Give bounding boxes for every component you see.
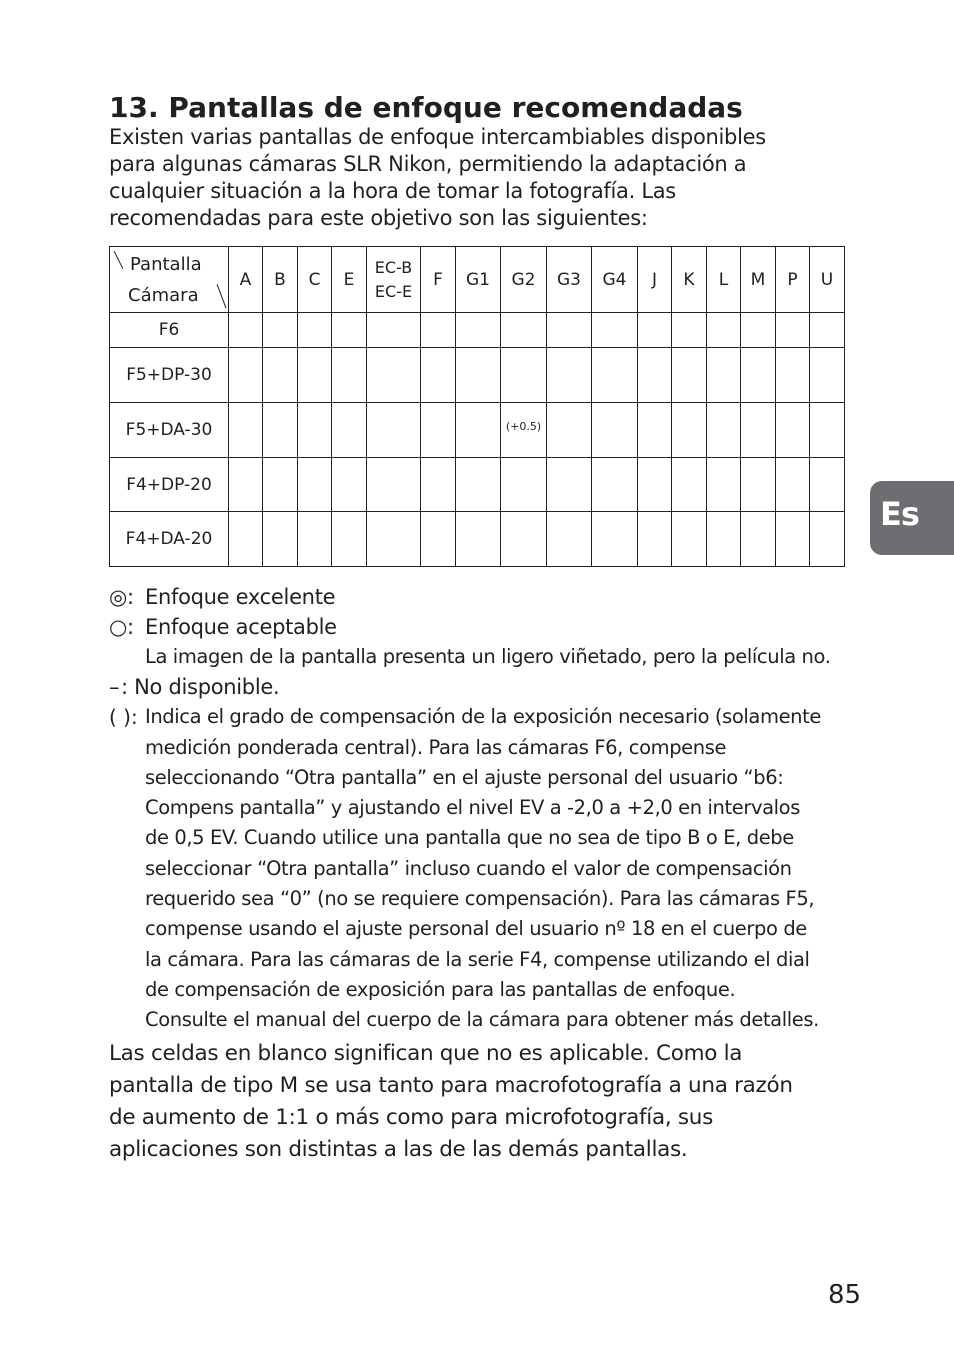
table-cell <box>547 313 592 348</box>
legend-acceptable-note <box>109 642 859 672</box>
table-cell <box>672 313 707 348</box>
table-cell <box>421 403 456 458</box>
table-cell <box>332 313 367 348</box>
table-cell <box>707 348 741 403</box>
table-cell <box>421 512 456 567</box>
intro-line: Existen varias pantallas de enfoque intercambiables disponibles <box>109 125 766 149</box>
column-header <box>367 247 421 313</box>
closing-line: pantalla de tipo M se usa tanto para macrofotografía a una razón <box>109 1073 793 1098</box>
table-cell <box>741 458 776 512</box>
legend-parentheses-text <box>109 702 859 1035</box>
column-header: U <box>810 247 845 313</box>
closing-paragraph <box>109 1038 869 1166</box>
corner-label-camera: Cámara <box>128 285 199 306</box>
table-cell <box>456 458 501 512</box>
table-cell <box>672 403 707 458</box>
legend-note-line: medición ponderada central). Para las cámaras F6, compense <box>145 735 727 759</box>
table-cell <box>592 403 638 458</box>
table-cell <box>332 458 367 512</box>
table-cell <box>592 313 638 348</box>
table-cell <box>810 512 845 567</box>
table-cell <box>332 512 367 567</box>
table-cell <box>776 348 810 403</box>
table-cell <box>638 313 672 348</box>
table-cell <box>776 512 810 567</box>
table-cell <box>707 313 741 348</box>
table-cell <box>367 348 421 403</box>
intro-line: recomendadas para este objetivo son las siguientes: <box>109 206 648 230</box>
focusing-screen-table <box>109 246 845 567</box>
row-header-camera: F5+DA-30 <box>110 403 229 458</box>
language-tab <box>870 481 954 555</box>
circle-icon: ○: <box>109 615 134 639</box>
legend-note-line: de 0,5 EV. Cuando utilice una pantalla que no sea de tipo B o E, debe <box>145 826 794 850</box>
legend-note-line: compense usando el ajuste personal del usuario nº 18 en el cuerpo de <box>145 917 807 941</box>
table-cell <box>592 512 638 567</box>
table-cell <box>263 403 298 458</box>
table-cell <box>229 348 263 403</box>
table-cell <box>501 348 547 403</box>
intro-line: cualquier situación a la hora de tomar la fotografía. Las <box>109 179 676 203</box>
table-cell <box>263 512 298 567</box>
table-cell <box>229 512 263 567</box>
legend-note-line: la cámara. Para las cámaras de la serie F4, compense utilizando el dial <box>145 947 810 971</box>
table-cell <box>741 403 776 458</box>
column-header: F <box>421 247 456 313</box>
table-row <box>110 348 845 403</box>
table-corner-cell <box>110 247 229 313</box>
table-cell <box>501 313 547 348</box>
column-header: M <box>741 247 776 313</box>
table-cell <box>776 403 810 458</box>
column-header: G1 <box>456 247 501 313</box>
column-header: G3 <box>547 247 592 313</box>
table-cell <box>638 403 672 458</box>
table-cell <box>810 403 845 458</box>
table-row <box>110 512 845 567</box>
table-cell <box>741 512 776 567</box>
corner-label-screen: Pantalla <box>130 254 202 275</box>
table-cell <box>367 512 421 567</box>
column-header-line: EC-B <box>374 257 413 277</box>
table-cell <box>298 512 332 567</box>
table-cell <box>456 403 501 458</box>
legend-acceptable <box>109 612 859 642</box>
legend-parentheses <box>109 702 859 1035</box>
table-cell <box>810 348 845 403</box>
legend-note-line: La imagen de la pantalla presenta un ligero viñetado, pero la película no. <box>145 645 831 668</box>
table-cell <box>367 458 421 512</box>
legend-text: Enfoque aceptable <box>145 615 337 639</box>
column-header: K <box>672 247 707 313</box>
column-header: A <box>229 247 263 313</box>
table-cell <box>367 403 421 458</box>
table-cell <box>456 313 501 348</box>
column-header: P <box>776 247 810 313</box>
table-cell <box>547 403 592 458</box>
dash-symbol: – <box>109 675 120 700</box>
table-cell <box>263 458 298 512</box>
column-header: G2 <box>501 247 547 313</box>
double-circle-icon: ◎: <box>109 585 134 609</box>
table-cell <box>332 403 367 458</box>
page-number: 85 <box>828 1280 862 1310</box>
table-cell <box>638 348 672 403</box>
table-cell <box>229 458 263 512</box>
table-cell <box>456 348 501 403</box>
table-cell <box>592 458 638 512</box>
table-cell <box>332 348 367 403</box>
table-cell <box>367 313 421 348</box>
row-header-camera: F4+DA-20 <box>110 512 229 567</box>
parentheses-symbol: ( ): <box>109 705 138 730</box>
table-cell <box>707 512 741 567</box>
table-cell <box>456 512 501 567</box>
legend-note-line: requerido sea “0” (no se requiere compensación). Para las cámaras F5, <box>145 887 815 911</box>
table-cell <box>672 512 707 567</box>
table-cell <box>421 313 456 348</box>
legend-note-line: seleccionar “Otra pantalla” incluso cuando el valor de compensación <box>145 856 792 880</box>
table-cell <box>229 313 263 348</box>
row-header-camera: F5+DP-30 <box>110 348 229 403</box>
column-header: L <box>707 247 741 313</box>
table-cell <box>547 512 592 567</box>
compensation-note-cell: (+0.5) <box>501 403 547 458</box>
table-cell <box>547 458 592 512</box>
table-cell <box>298 458 332 512</box>
legend-note-line: seleccionando “Otra pantalla” en el ajuste personal del usuario “b6: <box>145 765 784 789</box>
table-cell <box>672 348 707 403</box>
table-cell <box>810 458 845 512</box>
table-row <box>110 458 845 512</box>
table-cell <box>741 313 776 348</box>
row-header-camera: F4+DP-20 <box>110 458 229 512</box>
table-cell <box>592 348 638 403</box>
legend-text: : No disponible. <box>121 675 280 700</box>
table-cell <box>638 512 672 567</box>
column-header: G4 <box>592 247 638 313</box>
page-title: 13. Pantallas de enfoque recomendadas <box>109 91 743 124</box>
column-header: C <box>298 247 332 313</box>
table-cell <box>298 403 332 458</box>
table-cell <box>298 348 332 403</box>
column-header: J <box>638 247 672 313</box>
table-cell <box>776 458 810 512</box>
table-cell <box>421 348 456 403</box>
table-cell <box>741 348 776 403</box>
intro-paragraph <box>109 124 849 232</box>
closing-line: Las celdas en blanco significan que no es aplicable. Como la <box>109 1041 743 1066</box>
legend-excellent <box>109 582 859 612</box>
legend-note-line: Compens pantalla” y ajustando el nivel EV a -2,0 a +2,0 en intervalos <box>145 796 800 820</box>
table-cell <box>638 458 672 512</box>
table-cell <box>707 403 741 458</box>
table-cell <box>263 348 298 403</box>
closing-line: aplicaciones son distintas a las de las demás pantallas. <box>109 1137 688 1162</box>
table-cell <box>547 348 592 403</box>
table-cell <box>672 458 707 512</box>
legend-note-line: Consulte el manual del cuerpo de la cámara para obtener más detalles. <box>145 1008 819 1032</box>
language-tab-label: Es <box>880 495 919 533</box>
legend-text: Enfoque excelente <box>145 585 336 609</box>
table-cell <box>421 458 456 512</box>
table-cell <box>501 512 547 567</box>
column-header-line: EC-E <box>374 281 413 301</box>
row-header-camera: F6 <box>110 313 229 348</box>
table-cell <box>776 313 810 348</box>
legend <box>109 582 859 1036</box>
intro-line: para algunas cámaras SLR Nikon, permitiendo la adaptación a <box>109 152 747 176</box>
legend-unavailable <box>109 672 859 702</box>
legend-note-line: Indica el grado de compensación de la exposición necesario (solamente <box>145 705 821 729</box>
column-header: B <box>263 247 298 313</box>
table-cell <box>707 458 741 512</box>
table-row <box>110 313 845 348</box>
table-cell <box>810 313 845 348</box>
table-cell <box>229 403 263 458</box>
table-row <box>110 403 845 458</box>
table-cell <box>263 313 298 348</box>
closing-line: de aumento de 1:1 o más como para microfotografía, sus <box>109 1105 714 1130</box>
column-header: E <box>332 247 367 313</box>
table-cell <box>501 458 547 512</box>
legend-note-line: de compensación de exposición para las pantallas de enfoque. <box>145 977 736 1001</box>
table-cell <box>298 313 332 348</box>
